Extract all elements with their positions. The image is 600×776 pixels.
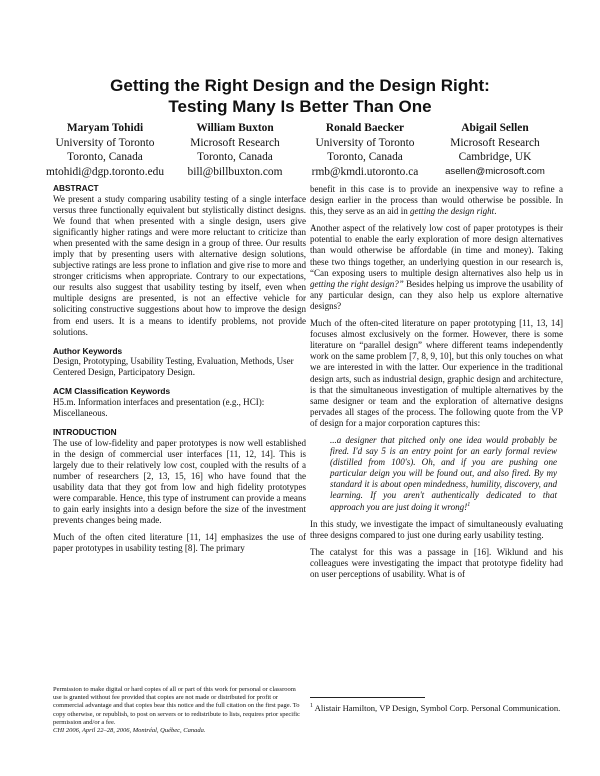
text-run: . <box>494 206 497 217</box>
author-email: asellen@microsoft.com <box>445 165 545 177</box>
keywords-section <box>53 346 306 379</box>
text-run: benefit in this case is to provide an inexpensive way to refine a design earlier in the process than would otherwise be possible. In this, they serve as an aid in <box>310 184 563 217</box>
acm-section <box>53 386 306 419</box>
introduction-section <box>53 427 306 554</box>
text-run: Another aspect of the relatively low cost of paper prototypes is their potential to enable the early exploration of more design alternatives than would otherwise be affordable (in time and money). Taking these two things together, an underlying question in our research is, “Can exposing users to multiple design alternatives also help us in <box>310 223 563 278</box>
author-1 <box>40 121 170 179</box>
author-location: Toronto, Canada <box>327 151 403 164</box>
keywords-heading: Author Keywords <box>53 345 123 356</box>
author-affiliation: University of Toronto <box>315 136 415 149</box>
author-4 <box>430 121 560 179</box>
right-paragraph-3: Much of the often-cited literature on paper prototyping [11, 13, 14] focuses almost exclusively on the former. However, there is some literature on “parallel design” where different teams independently work on the same problem [7, 8, 9, 10], but this only touches on what we are interested in with the latter. Our experience in the traditional design arts, such as industrial design, graphic design and architecture, is that the simultaneous investigation of multiple alternatives by the same designer or team and the exploration of alternative designs pervades all stages of the process. The following quote from the VP of design for a major corporation captures this: <box>310 318 563 428</box>
author-email: bill@billbuxton.com <box>187 165 283 178</box>
author-affiliation: University of Toronto <box>55 136 155 149</box>
author-name: Abigail Sellen <box>461 122 529 134</box>
footnote <box>310 703 562 714</box>
conference-info: CHI 2006, April 22–28, 2006, Montréal, Québec, Canada. <box>53 727 206 735</box>
abstract-heading: ABSTRACT <box>53 183 99 193</box>
intro-paragraph-1: The use of low-fidelity and paper prototypes is now well established in the design of commercial user interfaces [11, 12, 14]. This is largely due to their relatively low cost, coupled with the results of a number of researchers [2, 13, 15, 16] who have found that the usability data that they got from low and high fidelity prototypes were comparable. Hence, this type of instrument can provide a means to gain early insights into a design before the size of the investment prevents changes being made. <box>53 437 306 526</box>
block-quote <box>330 435 557 513</box>
author-3 <box>300 121 430 179</box>
right-paragraph-1 <box>310 184 563 217</box>
footnote-text: Alistair Hamilton, VP Design, Symbol Corp. Personal Communication. <box>313 703 561 713</box>
author-name: Maryam Tohidi <box>66 122 144 134</box>
title-line-1: Getting the Right Design and the Design Right: <box>110 76 490 95</box>
left-column <box>53 183 306 563</box>
footnote-rule <box>310 697 425 698</box>
text-run: Besides helping us improve the usability of any particular design, can they also help us explore alternative designs? <box>310 278 563 311</box>
introduction-heading: INTRODUCTION <box>53 427 117 438</box>
right-paragraph-2 <box>310 223 563 312</box>
right-paragraph-4: In this study, we investigate the impact of simultaneously evaluating three designs compared to just one during early usability testing. <box>310 518 563 540</box>
author-email: mtohidi@dgp.toronto.edu <box>45 165 165 178</box>
abstract-section <box>53 183 306 338</box>
author-2 <box>170 121 300 179</box>
abstract-text: We present a study comparing usability testing of a single interface versus three functionally equivalent but stylistically distinct designs. We found that when presented with a single design, users give significantly higher ratings and were more reluctant to criticize than when presented with the same design in a group of three. Our results imply that by presenting users with alternative design solutions, subjective ratings are less prone to inflation and give rise to more and stronger criticisms when appropriate. Contrary to our expectations, our results also suggest that usability testing by itself, even when multiple designs are presented, is not an effective vehicle for soliciting constructive suggestions about how to improve the design from end users. It is a means to identify problems, not provide solutions. <box>53 193 306 337</box>
paper-title <box>40 75 560 117</box>
quote-text: ...a designer that pitched only one idea would probably be fired. I'd say 5 is an entry point for an early formal review (distilled from 100's). Oh, and if you are pushing one particular deign you will be found out, and also fired. By my standard it is about open mindedness, humility, discovery, and learning. If you aren't authentically dedicated to that approach you are just doing it wrong! <box>330 434 557 512</box>
author-location: Toronto, Canada <box>197 151 273 164</box>
acm-heading: ACM Classification Keywords <box>53 386 171 397</box>
right-paragraph-5: The catalyst for this was a passage in [16]. Wiklund and his colleagues were investigating the impact that prototype fidelity had on user perceptions of usability. What is of <box>310 546 563 579</box>
author-name: William Buxton <box>196 122 274 134</box>
emphasis-run: getting the right design?” <box>310 278 404 289</box>
acm-text: H5.m. Information interfaces and presentation (e.g., HCI): Miscellaneous. <box>53 396 265 418</box>
author-block <box>40 121 560 179</box>
author-affiliation: Microsoft Research <box>450 136 540 149</box>
title-line-2: Testing Many Is Better Than One <box>168 97 432 116</box>
footnote-marker: 1 <box>467 501 471 508</box>
author-location: Cambridge, UK <box>458 151 532 164</box>
keywords-text: Design, Prototyping, Usability Testing, Evaluation, Methods, User Centered Design, Participatory Design. <box>53 356 294 378</box>
author-affiliation: Microsoft Research <box>190 136 280 149</box>
permission-notice <box>53 686 303 735</box>
author-name: Ronald Baecker <box>325 122 405 134</box>
emphasis-run: getting the design right <box>410 206 495 217</box>
permission-text: Permission to make digital or hard copies of all or part of this work for personal or classroom use is granted without fee provided that copies are not made or distributed for profit or commercial advantage and that copies bear this notice and the full citation on the first page. To copy otherwise, or republish, to post on servers or to redistribute to lists, requires prior specific permission and/or a fee. <box>53 686 300 726</box>
author-email: rmb@kmdi.utoronto.ca <box>311 165 419 178</box>
author-location: Toronto, Canada <box>67 151 143 164</box>
intro-paragraph-2: Much of the often cited literature [11, 14] emphasizes the use of paper prototypes in usability testing [8]. The primary <box>53 532 306 554</box>
footnote-number: 1 <box>310 703 313 710</box>
right-column <box>310 184 563 586</box>
